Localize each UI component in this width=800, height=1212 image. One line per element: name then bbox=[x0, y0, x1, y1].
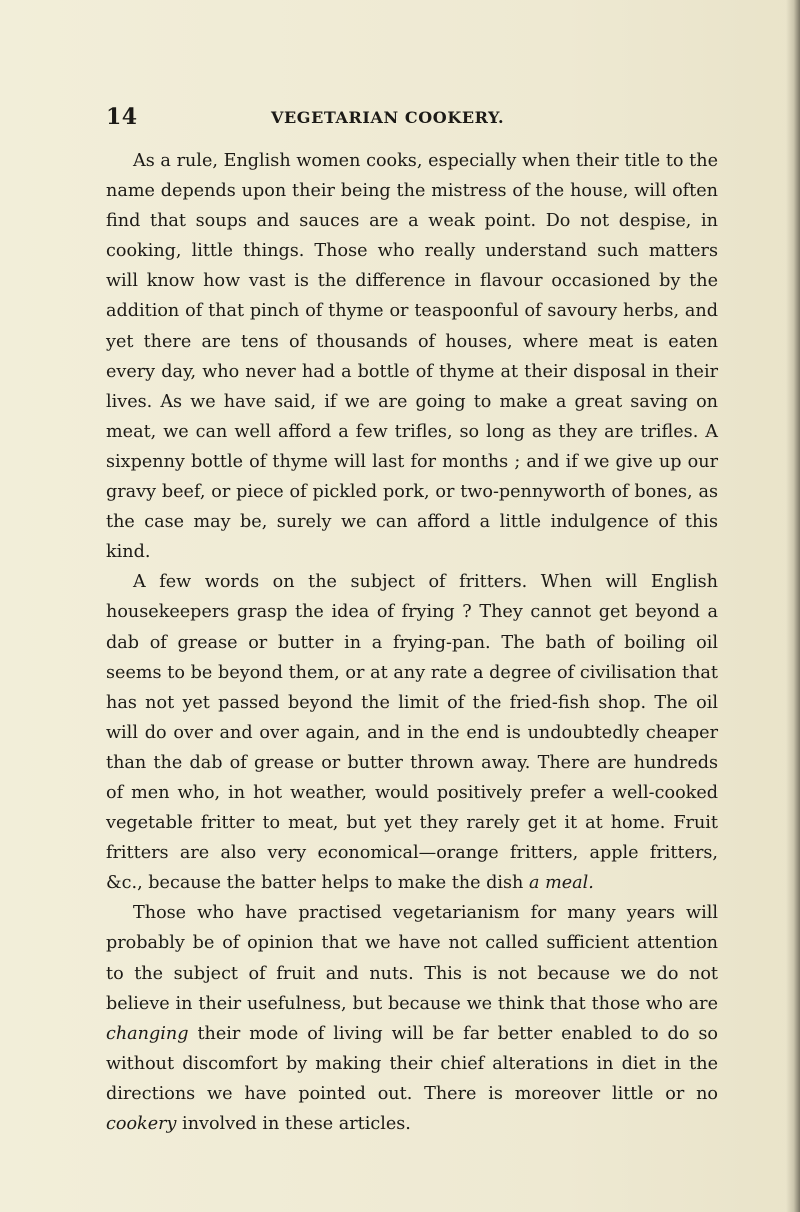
page-header bbox=[106, 104, 726, 130]
paragraph-1-text: As a rule, English women cooks, especially when their title to the name depends upon their being the mistress of the house, will often find that soups and sauces are a weak point. Do not despise, in cooking, little things. Those who really understand such matters will know how vast is the difference in flavour occasioned by the addition of that pinch of thyme or teaspoonful of savoury herbs, and yet there are tens of thousands of houses, where meat is eaten every day, who never had a bottle of thyme at their disposal in their lives. As we have said, if we are going to make a great saving on meat, we can well afford a few trifles, so long as they are trifles. A sixpenny bottle of thyme will last for months ; and if we give up our gravy beef, or piece of pickled pork, or two-pennyworth of bones, as the case may be, surely we can afford a little indulgence of this kind. bbox=[106, 151, 718, 563]
paragraph-2-text: A few words on the subject of fritters. When will English housekeepers grasp the idea of frying ? They cannot get beyond a dab of grease or butter in a frying-pan. The bath of boiling oil seems to be beyond them, or at any rate a degree of civilisation that has not yet passed beyond the limit of the fried-fish shop. The oil will do over and over again, and in the end is undoubtedly cheaper than the dab of grease or butter thrown away. There are hundreds of men who, in hot weather, would positively prefer a well-cooked vegetable fritter to meat, but yet they rarely get it at home. Fruit fritters are also very economical—orange fritters, apple fritters, &c., because the batter helps to make the dish bbox=[106, 572, 718, 894]
page-number: 14 bbox=[106, 104, 138, 130]
paragraph-3-emphasis-2: cookery bbox=[106, 1114, 177, 1134]
paragraph-3-emphasis: changing bbox=[106, 1023, 189, 1044]
paragraph-3 bbox=[106, 898, 718, 1139]
body-text bbox=[106, 146, 718, 1139]
page-edge-shadow bbox=[786, 0, 800, 1212]
paragraph-3-middle: their mode of living will be far better enabled to do so without discomfort by making their chief alterations in diet in the directions we have pointed out. There is moreover little or no bbox=[106, 1023, 718, 1104]
paragraph-3-text: Those who have practised vegetarianism for many years will probably be of opinion that we have not called sufficient attention to the subject of fruit and nuts. This is not because we do not believe in their usefulness, but because we think that those who are bbox=[106, 903, 718, 1014]
paragraph-1 bbox=[106, 146, 718, 567]
paragraph-2-emphasis: a meal. bbox=[528, 873, 594, 894]
paragraph-2 bbox=[106, 567, 718, 898]
running-head: VEGETARIAN COOKERY. bbox=[271, 108, 505, 127]
paragraph-3-tail: involved in these articles. bbox=[176, 1114, 411, 1134]
